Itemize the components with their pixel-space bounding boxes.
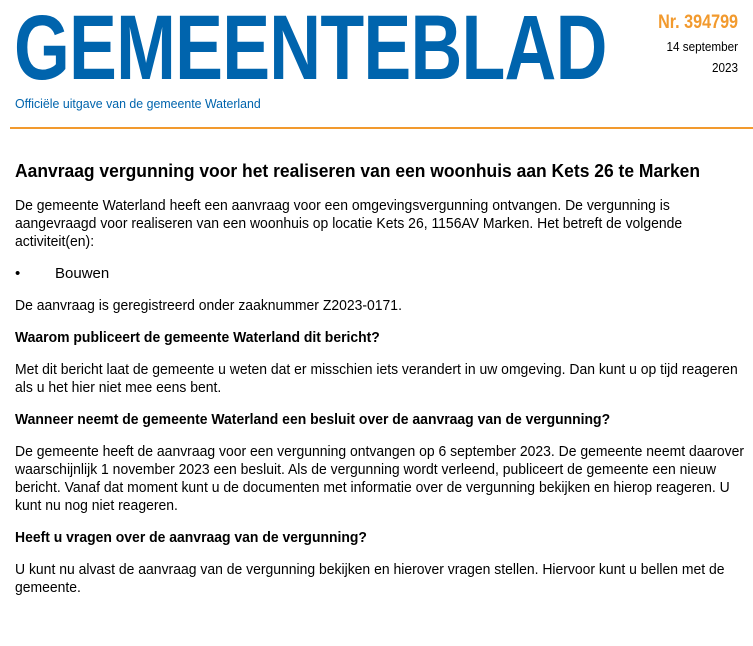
section-body-when: De gemeente heeft de aanvraag voor een vergunning ontvangen op 6 september 2023. De gemeente neemt daarover waarschijnlijk 1 november 2023 een besluit. Als de vergunning wordt verleend, publiceert de gemeente een nieuw bericht. Vanaf dat moment kunt u de documenten met informatie over de vergunning bekijken en hierop reageren. U kunt nu nog niet reageren. [15,443,745,514]
publication-title: GEMEENTEBLAD [14,0,607,99]
section-heading-why: Waarom publiceert de gemeente Waterland dit bericht? [15,329,380,346]
section-body-questions: U kunt nu alvast de aanvraag van de vergunning bekijken en hierover vragen stellen. Hiervoor kunt u bellen met de gemeente. [15,561,725,596]
section-body-why: Met dit bericht laat de gemeente u weten dat er misschien iets verandert in uw omgeving. Dan kunt u op tijd reageren als u het hier niet mee eens bent. [15,361,738,396]
publication-subtitle: Officiële uitgave van de gemeente Waterland [15,96,261,111]
masthead [0,0,753,130]
issue-year: 2023 [711,60,738,75]
header-divider [10,127,753,129]
section-heading-when: Wanneer neemt de gemeente Waterland een besluit over de aanvraag van de vergunning? [15,411,611,428]
intro-paragraph: De gemeente Waterland heeft een aanvraag voor een omgevingsvergunning ontvangen. De vergunning is aangevraagd voor realiseren van een woonhuis op locatie Kets 26, 1156AV Marken. Het betreft de volgende activiteit(en): [15,197,683,250]
activity-label: Bouwen [55,265,110,282]
document-body [15,158,745,611]
registration-paragraph: De aanvraag is geregistreerd onder zaaknummer Z2023-0171. [15,297,402,314]
issue-info [644,12,738,76]
activities-list [15,265,745,283]
list-item [15,265,745,283]
document-title: Aanvraag vergunning voor het realiseren van een woonhuis aan Kets 26 te Marken [15,161,701,181]
section-heading-questions: Heeft u vragen over de aanvraag van de vergunning? [15,529,367,546]
issue-date: 14 september [666,39,738,54]
issue-number: Nr. 394799 [658,12,738,33]
bullet-icon: • [15,265,21,282]
